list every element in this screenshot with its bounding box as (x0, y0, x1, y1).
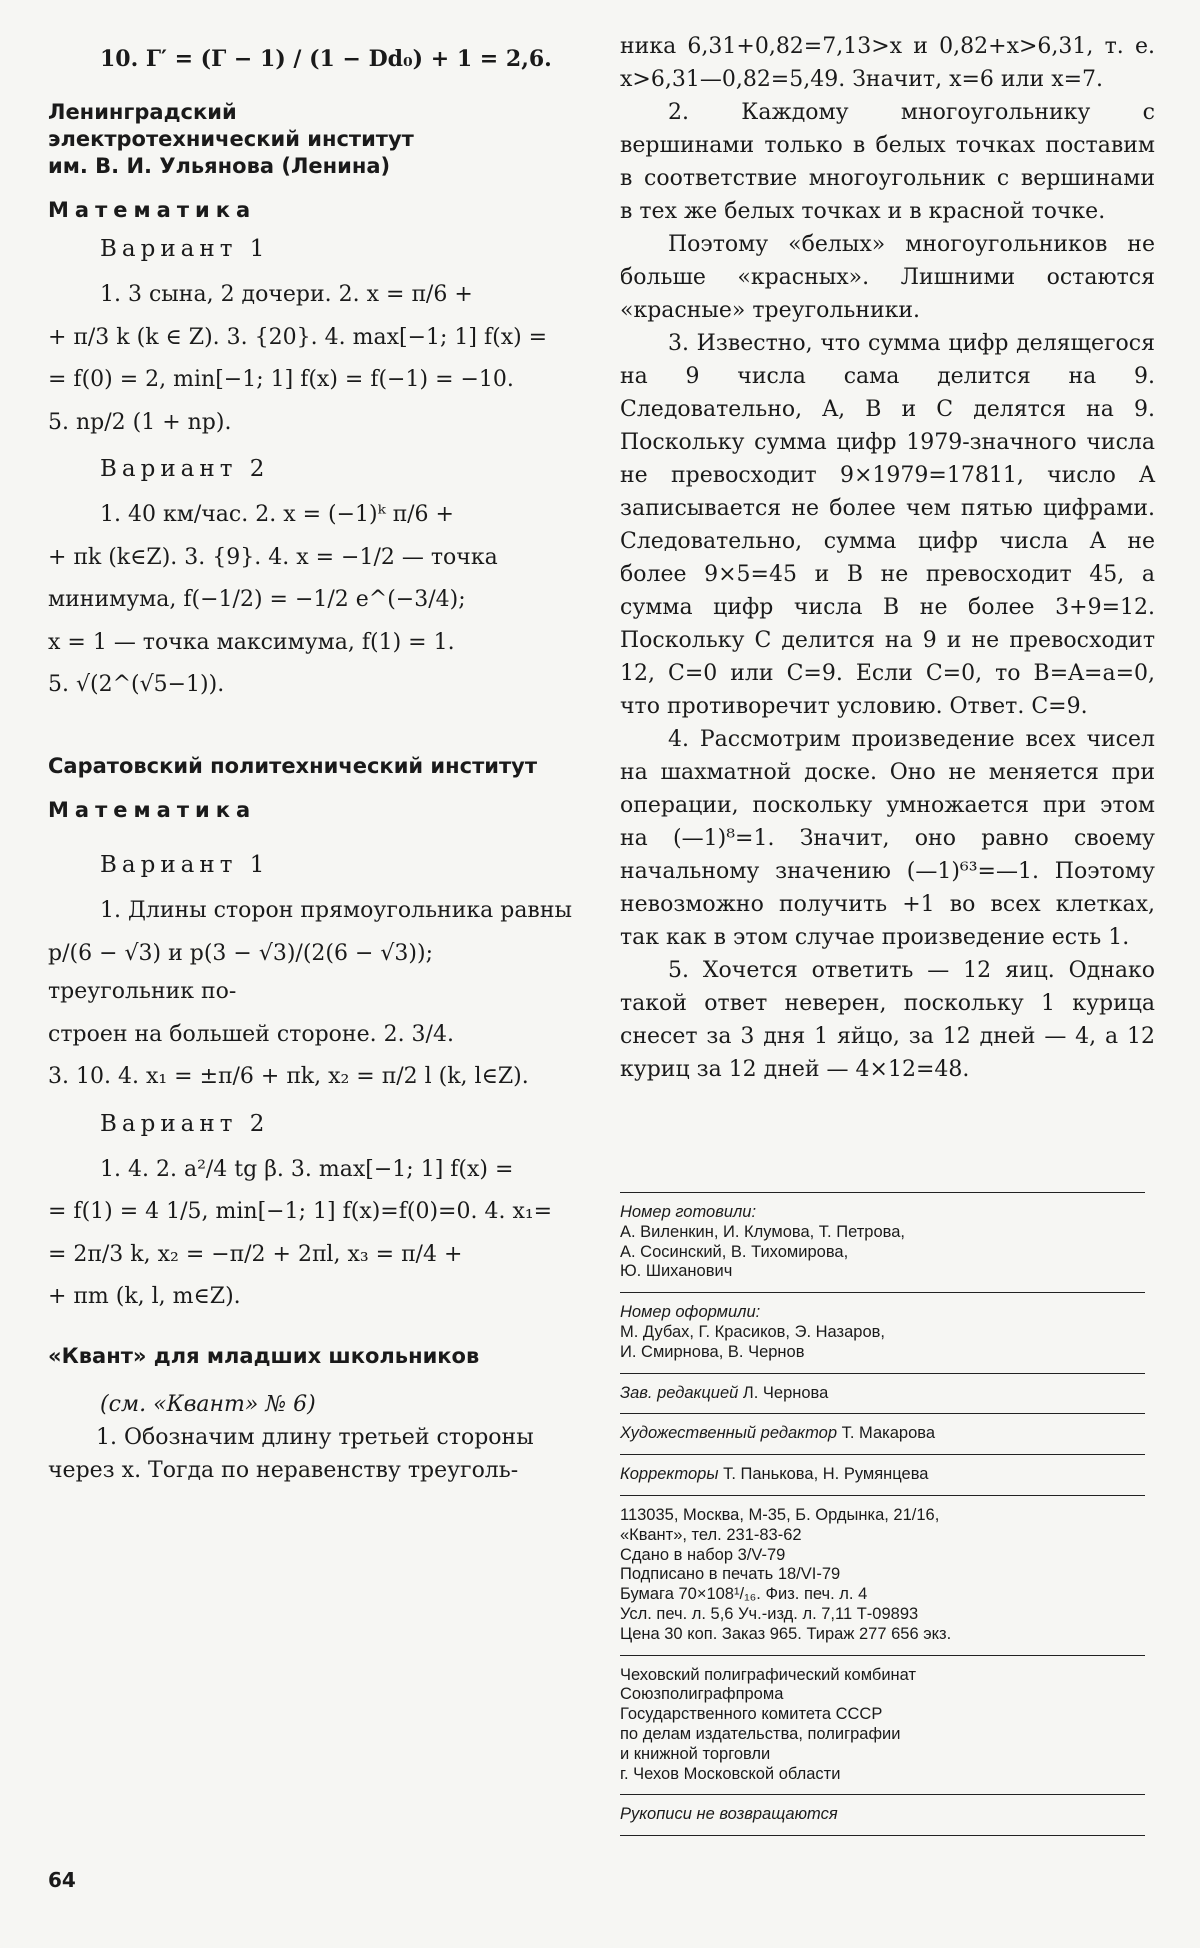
kvant-reference: (см. «Квант» № 6) (100, 1391, 316, 1417)
divider (620, 1655, 1145, 1656)
address-section (620, 1500, 1145, 1651)
imprint-line: Подписано в печать 18/VI-79 (620, 1565, 841, 1584)
divider (620, 1794, 1145, 1795)
imprint-line: Цена 30 коп. Заказ 965. Тираж 277 656 экз. (620, 1624, 952, 1643)
answer-line: 1. 40 км/час. 2. x = (−1)ᵏ π/6 + (100, 502, 454, 528)
imprint-line: 113035, Москва, М-35, Б. Ордынка, 21/16, (620, 1505, 940, 1524)
leningrad-institute (48, 99, 583, 181)
credit-line: Ю. Шиханович (620, 1262, 733, 1281)
printer-line: Государственного комитета СССР (620, 1705, 883, 1724)
body-paragraph: 4. Рассмотрим произведение всех чисел на шахматной доске. Оно не меняется при операции, поскольку умножается при этом на (—1)⁸=1. Значит, оно равно своему начальному значению (—1)⁶³=—1. Поэтому невозможно получить +1 во всех клетках, так как в этом случае произведение есть 1. (620, 727, 1155, 950)
answer-line: + π/3 k (k ∈ Z). 3. {20}. 4. max[−1; 1] f(x) = (48, 324, 548, 350)
designed-section (620, 1297, 1145, 1368)
variant-heading: Вариант 1 (100, 236, 270, 263)
variant-heading: Вариант 2 (100, 1110, 270, 1137)
imprint-line: «Квант», тел. 231-83-62 (620, 1525, 802, 1544)
subject-heading: Математика (48, 798, 257, 823)
prepared-label: Номер готовили: (620, 1203, 757, 1221)
printer-line: Союзполиграфпрома (620, 1685, 784, 1704)
body-paragraph: Поэтому «белых» многоугольников не больше «красных». Лишними остаются «красные» треугольники. (620, 232, 1155, 323)
answer-line: p/(6 − √3) и p(3 − √3)/(2(6 − √3)); треугольник по- (48, 940, 434, 1005)
body-paragraph: 2. Каждому многоугольнику с вершинами только в белых точках поставим в соответствие многоугольник с вершинами в тех же белых точках и в красной точке. (620, 100, 1155, 224)
body-paragraph: ника 6,31+0,82=7,13>x и 0,82+x>6,31, т. е. x>6,31—0,82=5,49. Значит, x=6 или x=7. (620, 34, 1155, 92)
printer-section (620, 1660, 1145, 1791)
answer-line: = 2π/3 k, x₂ = −π/2 + 2πl, x₃ = π/4 + (48, 1241, 463, 1267)
divider (620, 1192, 1145, 1193)
imprint-block (620, 1188, 1145, 1840)
answer-line: 5. √(2^(√5−1)). (48, 672, 225, 698)
answer-line: + πm (k, l, m∈Z). (48, 1284, 241, 1310)
designed-label: Номер оформили: (620, 1303, 761, 1322)
right-column (620, 30, 1155, 1086)
printer-line: и книжной торговли (620, 1744, 771, 1763)
page-number: 64 (48, 1868, 76, 1892)
body-paragraph: 3. Известно, что сумма цифр делящегося на 9 числа сама делится на 9. Следовательно, A, B и C делятся на 9. Поскольку сумма цифр 1979-значного числа не превосходит 9×1979=17811, число A записывается не более чем пятью цифрами. Следовательно, сумма цифр числа A не более 9×5=45 и B не превосходит 45, а сумма цифр числа B не более 3+9=12. Поскольку C делится на 9 и не превосходит 12, C=0 или C=9. Если C=0, то B=A=a=0, что противоречит условию. Ответ. C=9. (620, 331, 1155, 719)
answer-line: = f(1) = 4 1/5, min[−1; 1] f(x)=f(0)=0. 4. x₁= (48, 1199, 553, 1225)
proofreaders-section (620, 1459, 1145, 1491)
footer-note-section (620, 1799, 1145, 1831)
answer-line: 5. np/2 (1 + np). (48, 409, 232, 435)
answer-line: 1. 3 сына, 2 дочери. 2. x = π/6 + (100, 282, 473, 308)
answer-line: 1. Длины сторон прямоугольника равны (100, 898, 572, 924)
art-editor-label: Художественный редактор (620, 1424, 838, 1443)
answer-line: x = 1 — точка максимума, f(1) = 1. (48, 629, 455, 655)
credit-line: И. Смирнова, В. Чернов (620, 1342, 805, 1361)
credit-line: А. Сосинский, В. Тихомирова, (620, 1242, 849, 1261)
answer-line: 1. 4. 2. a²/4 tg β. 3. max[−1; 1] f(x) = (100, 1156, 514, 1182)
top-formula: 10. Г′ = (Г − 1) / (1 − Dd₀) + 1 = 2,6. (100, 46, 552, 72)
editor-section (620, 1378, 1145, 1410)
saratov-institute: Саратовский политехнический институт (48, 753, 538, 778)
answer-line: строен на большей стороне. 2. 3/4. (48, 1021, 454, 1047)
answer-line: = f(0) = 2, min[−1; 1] f(x) = f(−1) = −10. (48, 367, 514, 393)
variant-heading: Вариант 2 (100, 456, 270, 483)
art-editor-section (620, 1418, 1145, 1450)
left-column (48, 30, 583, 1487)
answer-line: + πk (k∈Z). 3. {9}. 4. x = −1/2 — точка (48, 544, 498, 570)
proofreaders-names: Т. Панькова, Н. Румянцева (723, 1465, 929, 1484)
credit-line: А. Виленкин, И. Клумова, Т. Петрова, (620, 1222, 905, 1241)
imprint-line: Бумага 70×108¹/₁₆. Физ. печ. л. 4 (620, 1585, 868, 1604)
answer-line: минимума, f(−1/2) = −1/2 e^(−3/4); (48, 587, 466, 613)
body-line: 1. Обозначим длину третьей стороны (96, 1424, 534, 1450)
kvant-junior-heading: «Квант» для младших школьников (48, 1343, 480, 1368)
body-paragraph: 5. Хочется ответить — 12 яиц. Однако такой ответ неверен, поскольку 1 курица снесет за 3 дня 1 яйцо, за 12 дней — 4, а 12 куриц за 12 дней — 4×12=48. (620, 958, 1155, 1082)
proofreaders-label: Корректоры (620, 1465, 719, 1484)
printer-line: Чеховский полиграфический комбинат (620, 1665, 917, 1684)
footer-note: Рукописи не возвращаются (620, 1805, 838, 1824)
prepared-section (620, 1197, 1145, 1288)
editor-label: Зав. редакцией (620, 1383, 739, 1402)
institute-line: Ленинградский (48, 99, 237, 124)
printer-line: по делам издательства, полиграфии (620, 1724, 901, 1743)
editor-name: Л. Чернова (742, 1383, 829, 1402)
printer-line: г. Чехов Московской области (620, 1764, 841, 1783)
imprint-line: Усл. печ. л. 5,6 Уч.-изд. л. 7,11 Т-09893 (620, 1604, 919, 1623)
variant-heading: Вариант 1 (100, 852, 270, 879)
answer-line: 3. 10. 4. x₁ = ±π/6 + πk, x₂ = π/2 l (k, l∈Z). (48, 1064, 529, 1090)
body-line: через x. Тогда по неравенству треуголь- (48, 1457, 519, 1483)
imprint-line: Сдано в набор 3/V-79 (620, 1545, 786, 1564)
institute-line: им. В. И. Ульянова (Ленина) (48, 154, 391, 179)
divider (620, 1292, 1145, 1293)
divider (620, 1495, 1145, 1496)
divider (620, 1373, 1145, 1374)
subject-heading: Математика (48, 198, 257, 223)
institute-line: электротехнический институт (48, 126, 414, 151)
divider (620, 1835, 1145, 1836)
credit-line: М. Дубах, Г. Красиков, Э. Назаров, (620, 1322, 885, 1341)
divider (620, 1454, 1145, 1455)
art-editor-name: Т. Макарова (841, 1424, 936, 1443)
divider (620, 1413, 1145, 1414)
